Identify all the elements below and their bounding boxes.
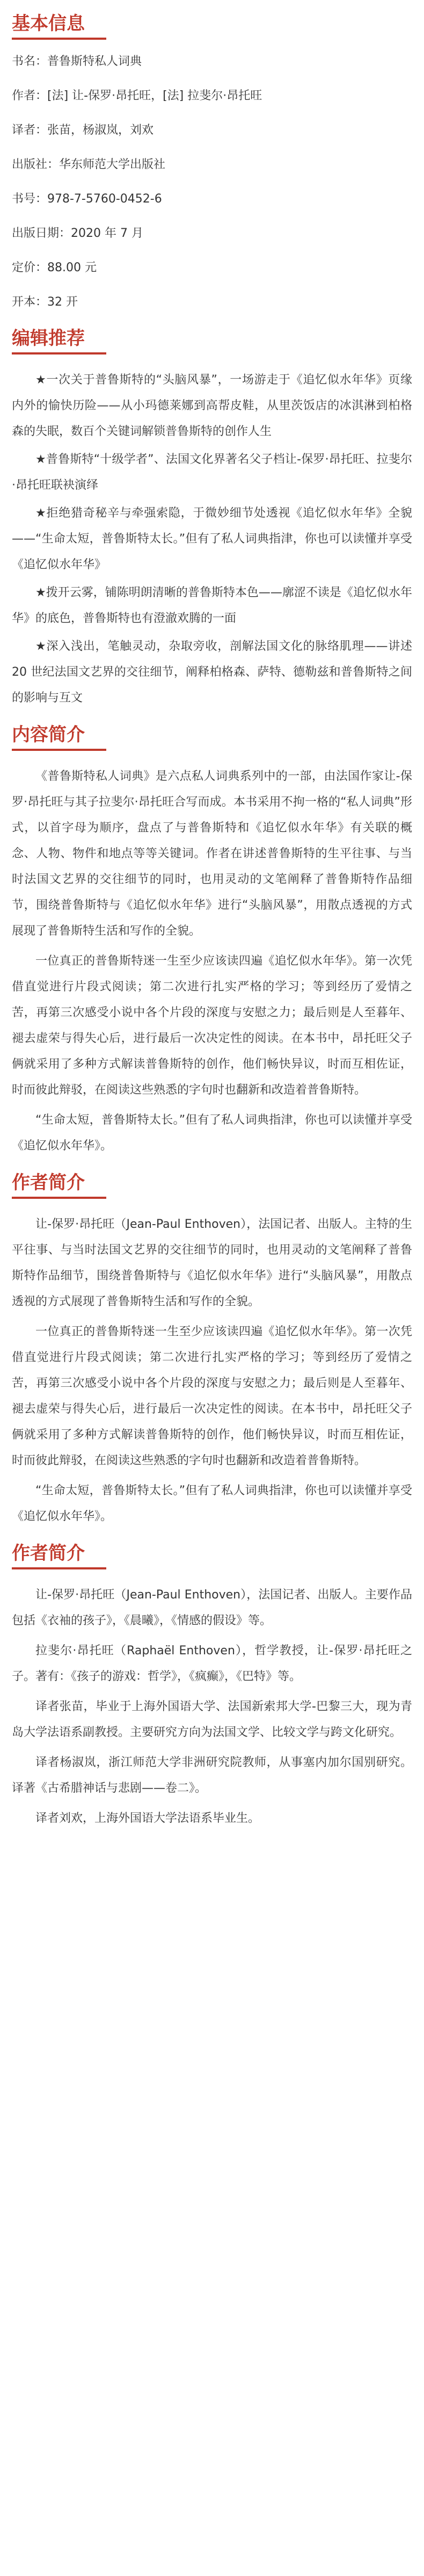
- info-price: 定价：88.00 元: [12, 261, 97, 274]
- author-underline-2: [12, 1567, 106, 1569]
- basic-info-underline: [12, 38, 106, 40]
- recommend-item: ★拒绝猎奇秘辛与牵强索隐，于微妙细节处透视《追忆似水年华》全貌——“生命太短，普鲁斯特太长。”但有了私人词典指津，你也可以读懂并享受《追忆似水年华》: [12, 506, 412, 571]
- author-section-2: [0, 1543, 424, 1832]
- info-translator: 译者：张苗，杨淑岚，刘欢: [12, 124, 154, 137]
- basic-info-title: 基本信息: [12, 13, 85, 34]
- recommend-item: ★普鲁斯特“十级学者”、法国文化界著名父子档让-保罗·昂托旺、拉斐尔·昂托旺联袂演绎: [12, 453, 412, 492]
- translator-paragraph: 译者杨淑岚，浙江师范大学非洲研究院教师，从事塞内加尔国别研究。译著《古希腊神话与悲剧——卷二》。: [12, 1756, 412, 1795]
- recommend-item: ★深入浅出，笔触灵动，杂取旁收，剖解法国文化的脉络肌理——讲述 20 世纪法国文艺界的交往细节，阐释柏格森、萨特、德勒兹和普鲁斯特之间的影响与互文: [12, 640, 412, 705]
- info-author: 作者：[法] 让-保罗·昂托旺，[法] 拉斐尔·昂托旺: [12, 89, 262, 103]
- intro-paragraph: 《普鲁斯特私人词典》是六点私人词典系列中的一部，由法国作家让-保罗·昂托旺与其子拉斐尔·昂托旺合写而成。本书采用不拘一格的“私人词典”形式，以首字母为顺序，盘点了与普鲁斯特和《追忆似水年华》有关联的概念、人物、物件和地点等等关键词。作者在讲述普鲁斯特的生平往事、与当时法国文艺界的交往细节的同时，也用灵动的文笔阐释了普鲁斯特作品细节，围绕普鲁斯特与《追忆似水年华》进行“头脑风暴”，用散点透视的方式展现了普鲁斯特生活和写作的全貌。: [12, 770, 412, 938]
- intro-paragraph: “生命太短，普鲁斯特太长。”但有了私人词典指津，你也可以读懂并享受《追忆似水年华》。: [12, 1113, 412, 1153]
- recommend-underline: [12, 352, 106, 354]
- translator-paragraph: 译者刘欢，上海外国语大学法语系毕业生。: [35, 1812, 260, 1825]
- info-publisher: 出版社：华东师范大学出版社: [12, 158, 166, 171]
- intro-underline: [12, 749, 106, 751]
- recommend-item: ★一次关于普鲁斯特的“头脑风暴”，一场游走于《追忆似水年华》页缘内外的愉快历险——从小玛德莱娜到高帮皮鞋，从里茨饭店的冰淇淋到柏格森的失眠，数百个关键词解锁普鲁斯特的创作人生: [12, 373, 412, 438]
- author-paragraph: 拉斐尔·昂托旺（Raphaël Enthoven），哲学教授，让-保罗·昂托旺之子。著有：《孩子的游戏：哲学》，《疯癫》，《巴特》等。: [12, 1644, 412, 1683]
- author-underline-1: [12, 1197, 106, 1199]
- author-title-2: 作者简介: [12, 1543, 85, 1564]
- recommend-section: [0, 328, 424, 711]
- info-format: 开本：32 开: [12, 295, 78, 309]
- author-paragraph: “生命太短，普鲁斯特太长。”但有了私人词典指津，你也可以读懂并享受《追忆似水年华》。: [12, 1484, 412, 1523]
- author-paragraph: 一位真正的普鲁斯特迷一生至少应该读四遍《追忆似水年华》。第一次凭借直觉进行片段式阅读；第二次进行扎实严格的学习；等到经历了爱情之苦，再第三次感受小说中各个片段的深度与安慰之力；最后则是人至暮年、褪去虚荣与得失心后，进行最后一次决定性的阅读。在本书中，昂托旺父子俩就采用了多种方式解读普鲁斯特的创作，他们畅快异议，时而互相佐证，时而彼此辩驳，在阅读这些熟悉的字句时也翻新和改造着普鲁斯特。: [12, 1325, 412, 1467]
- intro-paragraph: 一位真正的普鲁斯特迷一生至少应该读四遍《追忆似水年华》。第一次凭借直觉进行片段式阅读；第二次进行扎实严格的学习；等到经历了爱情之苦，再第三次感受小说中各个片段的深度与安慰之力；最后则是人至暮年、褪去虚荣与得失心后，进行最后一次决定性的阅读。在本书中，昂托旺父子俩就采用了多种方式解读普鲁斯特的创作，他们畅快异议，时而互相佐证，时而彼此辩驳，在阅读这些熟悉的字句时也翻新和改造着普鲁斯特。: [12, 954, 412, 1097]
- recommend-title: 编辑推荐: [12, 328, 85, 349]
- book-info-page: [0, 13, 424, 1857]
- info-date: 出版日期：2020 年 7 月: [12, 227, 143, 240]
- author-paragraph: 让-保罗·昂托旺（Jean-Paul Enthoven），法国记者、出版人。主特的生平往事、与当时法国文艺界的交往细节的同时，也用灵动的文笔阐释了普鲁斯特作品细节，围绕普鲁斯特与《追忆似水年华》进行“头脑风暴”，用散点透视的方式展现了普鲁斯特生活和写作的全貌。: [12, 1218, 412, 1308]
- recommend-item: ★拨开云雾，铺陈明朗清晰的普鲁斯特本色——廓涩不读是《追忆似水年华》的底色，普鲁斯特也有澄澈欢腾的一面: [12, 586, 412, 625]
- intro-section: [0, 724, 424, 1159]
- info-title: 书名：普鲁斯特私人词典: [12, 55, 142, 68]
- author-paragraph: 让-保罗·昂托旺（Jean-Paul Enthoven），法国记者、出版人。主要作品包括《衣袖的孩子》，《晨曦》，《情感的假设》等。: [12, 1588, 412, 1627]
- author-section-1: [0, 1172, 424, 1530]
- info-isbn: 书号：978-7-5760-0452-6: [12, 192, 162, 206]
- basic-info-section: [0, 13, 424, 312]
- author-title-1: 作者简介: [12, 1172, 85, 1193]
- translator-paragraph: 译者张苗，毕业于上海外国语大学、法国新索邦大学-巴黎三大，现为青岛大学法语系副教授。主要研究方向为法国文学、比较文学与跨文化研究。: [12, 1700, 412, 1739]
- intro-title: 内容简介: [12, 724, 85, 746]
